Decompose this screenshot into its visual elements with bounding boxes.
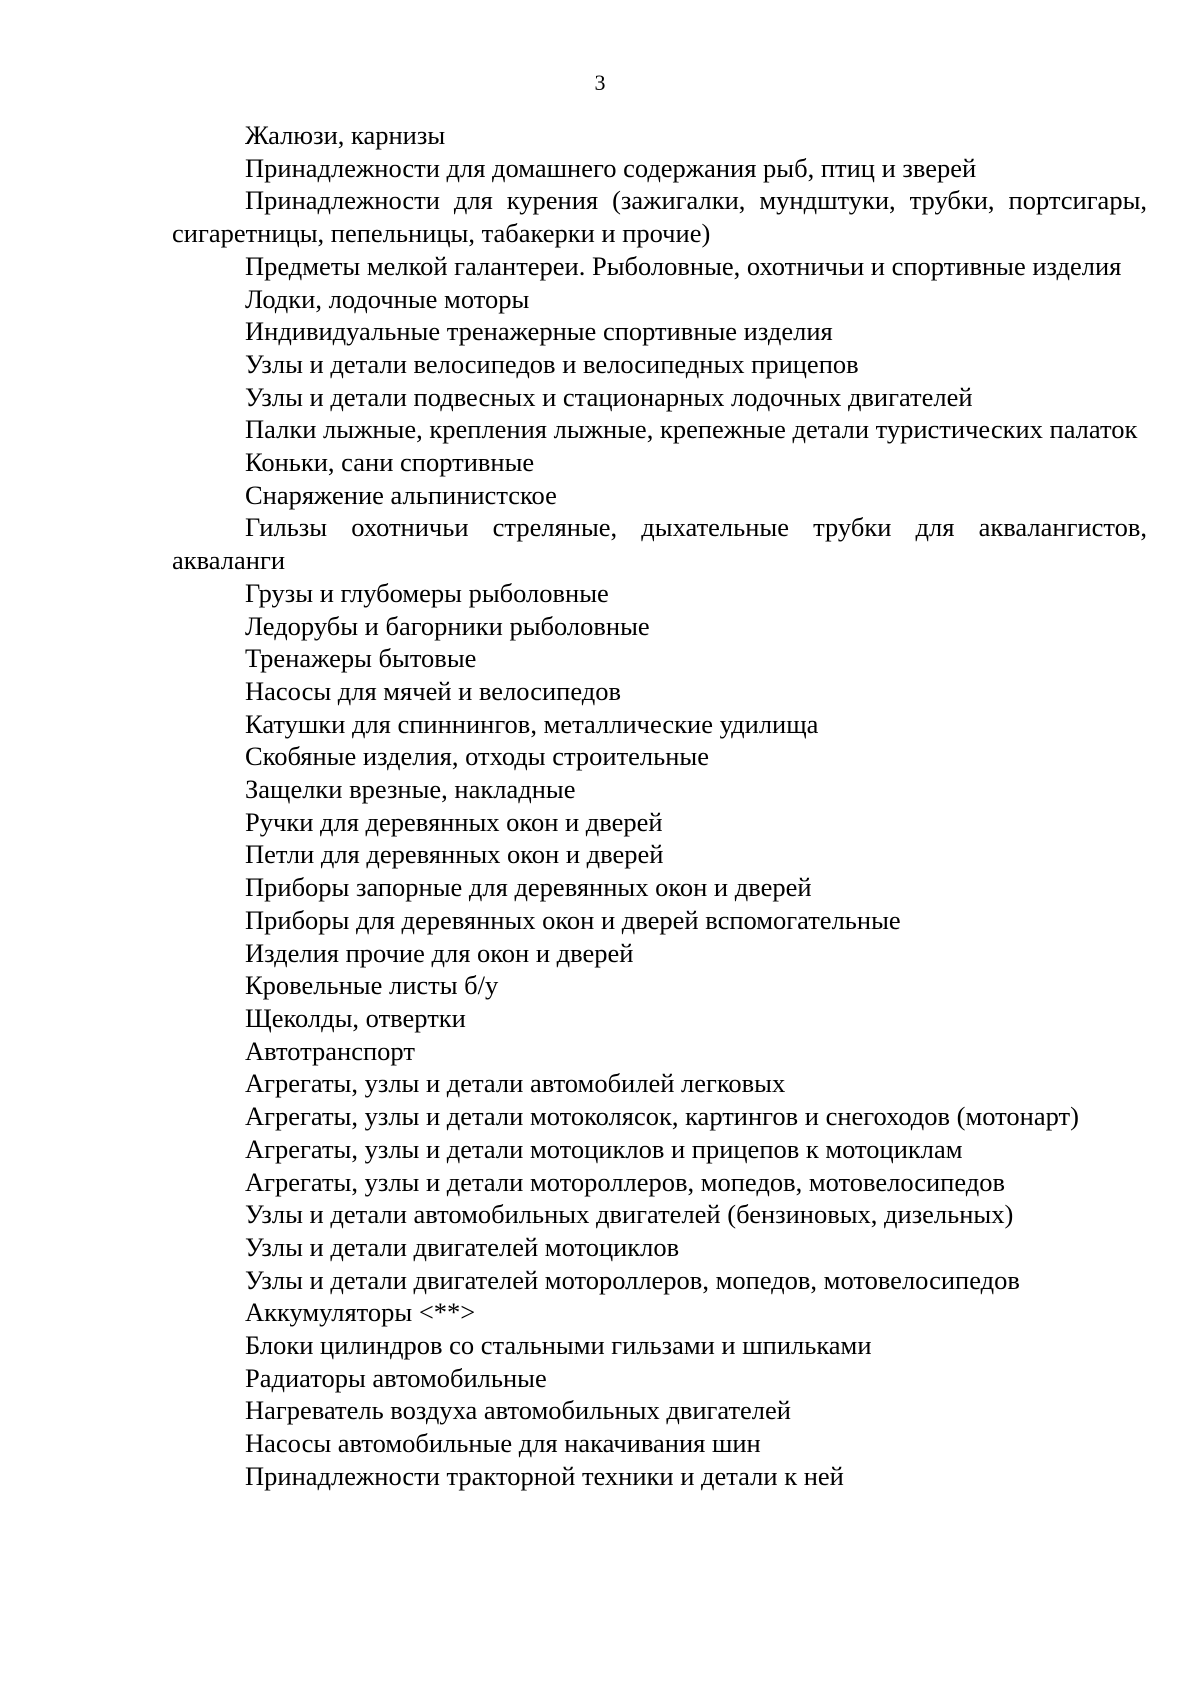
list-item: Ледорубы и багорники рыболовные bbox=[245, 610, 650, 641]
list-item: Нагреватель воздуха автомобильных двигателей bbox=[245, 1395, 791, 1426]
list-item: Агрегаты, узлы и детали мотороллеров, мопедов, мотовелосипедов bbox=[245, 1166, 1006, 1197]
list-item: Петли для деревянных окон и дверей bbox=[245, 839, 664, 870]
list-item: Индивидуальные тренажерные спортивные изделия bbox=[245, 316, 833, 347]
list-item: Узлы и детали автомобильных двигателей (бензиновых, дизельных) bbox=[245, 1199, 1014, 1230]
list-item: Агрегаты, узлы и детали автомобилей легковых bbox=[245, 1068, 786, 1099]
list-item: Тренажеры бытовые bbox=[245, 643, 477, 674]
list-item: Насосы автомобильные для накачивания шин bbox=[245, 1428, 761, 1459]
list-item: Агрегаты, узлы и детали мотоциклов и прицепов к мотоциклам bbox=[245, 1133, 963, 1164]
list-item: Щеколды, отвертки bbox=[245, 1002, 466, 1033]
list-item: Принадлежности тракторной техники и детали к ней bbox=[245, 1460, 844, 1491]
list-item: Узлы и детали двигателей мотороллеров, мопедов, мотовелосипедов bbox=[245, 1264, 1020, 1295]
list-item: Принадлежности для курения (зажигалки, мундштуки, трубки, портсигары, сигаретницы, пепельницы, табакерки и прочие) bbox=[172, 185, 1147, 249]
list-item: Изделия прочие для окон и дверей bbox=[245, 937, 634, 968]
list-item: Коньки, сани спортивные bbox=[245, 447, 535, 478]
list-item: Автотранспорт bbox=[245, 1035, 415, 1066]
list-item: Ручки для деревянных окон и дверей bbox=[245, 806, 663, 837]
list-item: Кровельные листы б/у bbox=[245, 970, 499, 1001]
list-item: Скобяные изделия, отходы строительные bbox=[245, 741, 709, 772]
list-item: Жалюзи, карнизы bbox=[245, 120, 446, 150]
list-item: Блоки цилиндров со стальными гильзами и шпильками bbox=[245, 1330, 872, 1361]
list-item: Аккумуляторы <**> bbox=[245, 1297, 476, 1328]
page-number: 3 bbox=[594, 70, 606, 95]
list-item: Предметы мелкой галантереи. Рыболовные, охотничьи и спортивные изделия bbox=[245, 250, 1122, 281]
list-item: Приборы запорные для деревянных окон и дверей bbox=[245, 872, 812, 903]
list-item: Палки лыжные, крепления лыжные, крепежные детали туристических палаток bbox=[245, 414, 1138, 445]
list-item: Грузы и глубомеры рыболовные bbox=[245, 577, 609, 608]
list-item: Защелки врезные, накладные bbox=[245, 774, 576, 805]
list-item: Катушки для спиннингов, металлические удилища bbox=[245, 708, 819, 739]
list-item: Принадлежности для домашнего содержания рыб, птиц и зверей bbox=[245, 152, 977, 183]
list-item: Узлы и детали велосипедов и велосипедных прицепов bbox=[245, 348, 859, 379]
list-item: Приборы для деревянных окон и дверей вспомогательные bbox=[245, 904, 901, 935]
list-item: Снаряжение альпинистское bbox=[245, 479, 557, 510]
list-item: Радиаторы автомобильные bbox=[245, 1362, 547, 1393]
list-item: Гильзы охотничьи стреляные, дыхательные трубки для аквалангистов, акваланги bbox=[172, 512, 1147, 576]
list-item: Узлы и детали двигателей мотоциклов bbox=[245, 1231, 680, 1262]
list-item: Лодки, лодочные моторы bbox=[245, 283, 530, 314]
list-item: Узлы и детали подвесных и стационарных лодочных двигателей bbox=[245, 381, 973, 412]
list-item: Насосы для мячей и велосипедов bbox=[245, 675, 621, 706]
item-list bbox=[172, 119, 1147, 1493]
list-item: Агрегаты, узлы и детали мотоколясок, картингов и снегоходов (мотонарт) bbox=[245, 1101, 1079, 1132]
